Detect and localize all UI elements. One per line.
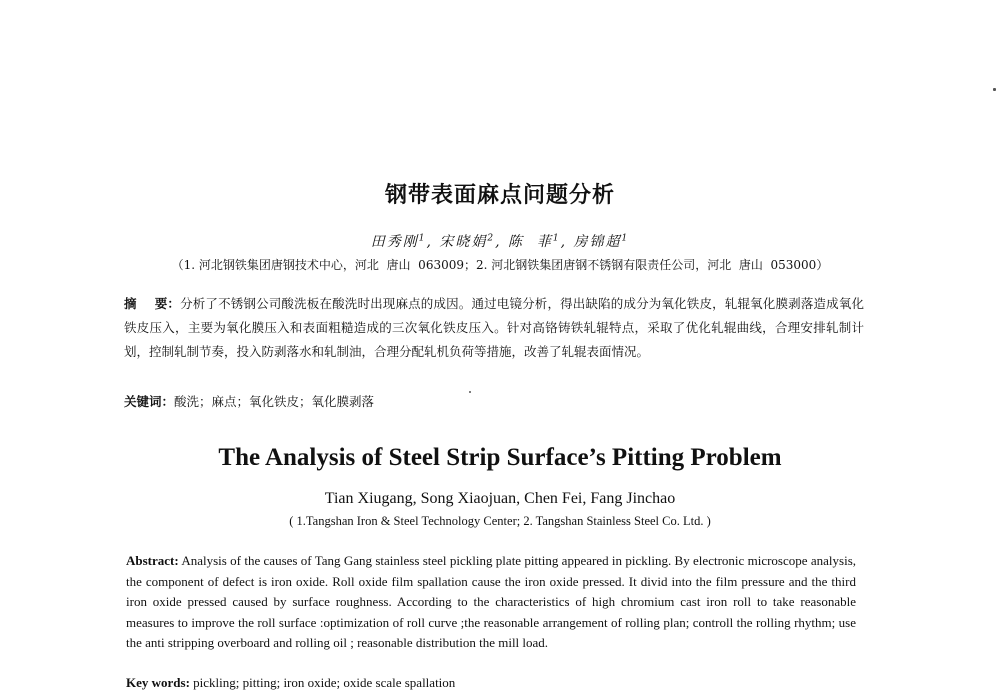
author-name: 陈 菲 <box>508 234 553 250</box>
affiliation-mark: 2 <box>487 233 496 244</box>
english-title: The Analysis of Steel Strip Surface’s Pitting Problem <box>218 444 782 471</box>
abstract-label: Abstract: <box>126 553 179 568</box>
chinese-abstract <box>124 292 864 364</box>
keywords-label: 关键词： <box>124 394 175 409</box>
author-name: 宋晓娟 <box>439 234 488 250</box>
chinese-title: 钢带表面麻点问题分析 <box>384 183 615 208</box>
affiliation-mark: 1 <box>552 233 561 244</box>
chinese-authors: 田秀刚$^1$, 宋晓娟$^2$, 陈 菲$^1$, 房锦超$^1$ <box>370 233 630 250</box>
keywords-text: 酸洗；麻点；氧化铁皮；氧化膜剥落 <box>174 394 375 409</box>
abstract-label: 摘 要： <box>124 296 181 311</box>
keywords-label: Key words: <box>126 675 190 690</box>
abstract-text: Analysis of the causes of Tang Gang stainless steel pickling plate pitting appeared in pickling. By electronic microscope analysis, the component of defect is iron oxide. Roll oxide film spallation cause the iron oxide pressed. It divid into the film pressure and the third iron oxide pressed caused by surface roughness. According to the characteristics of high chromium cast iron roll to take reasonable measures to improve the roll surface :optimization of roll curve ;the reasonable arrangement of rolling plan; controll the rolling rhythm; use the anti stripping overboard and rolling oil ; reasonable distribution the mill load. <box>126 553 856 650</box>
english-authors: Tian Xiugang, Song Xiaojuan, Chen Fei, Fang Jinchao <box>324 490 676 507</box>
english-abstract <box>126 551 856 654</box>
abstract-text: 分析了不锈钢公司酸洗板在酸洗时出现麻点的成因。通过电镜分析，得出缺陷的成分为氧化铁皮，轧辊氧化膜剥落造成氧化铁皮压入，主要为氧化膜压入和表面粗糙造成的三次氧化铁皮压入。针对高铬铸铁轧辊特点，采取了优化轧辊曲线，合理安排轧制计划，控制轧制节奏，投入防剥落水和轧制油，合理分配轧机负荷等措施，改善了轧辊表面情况。 <box>124 296 864 359</box>
scan-speck <box>469 391 471 393</box>
scan-speck <box>993 88 996 91</box>
chinese-affiliation: （1. 河北钢铁集团唐钢技术中心，河北 唐山 063009；2. 河北钢铁集团唐钢不锈钢有限责任公司，河北 唐山 053000） <box>171 258 829 272</box>
author-name: 房锦超 <box>573 234 622 250</box>
author-name: 田秀刚 <box>370 234 419 250</box>
english-affiliation: ( 1.Tangshan Iron & Steel Technology Center; 2. Tangshan Stainless Steel Co. Ltd. ) <box>289 514 711 528</box>
affiliation-mark: 1 <box>621 233 630 244</box>
chinese-keywords <box>124 392 864 410</box>
english-keywords <box>126 675 856 691</box>
keywords-text: pickling; pitting; iron oxide; oxide scale spallation <box>193 675 456 690</box>
affiliation-mark: 1 <box>418 233 427 244</box>
